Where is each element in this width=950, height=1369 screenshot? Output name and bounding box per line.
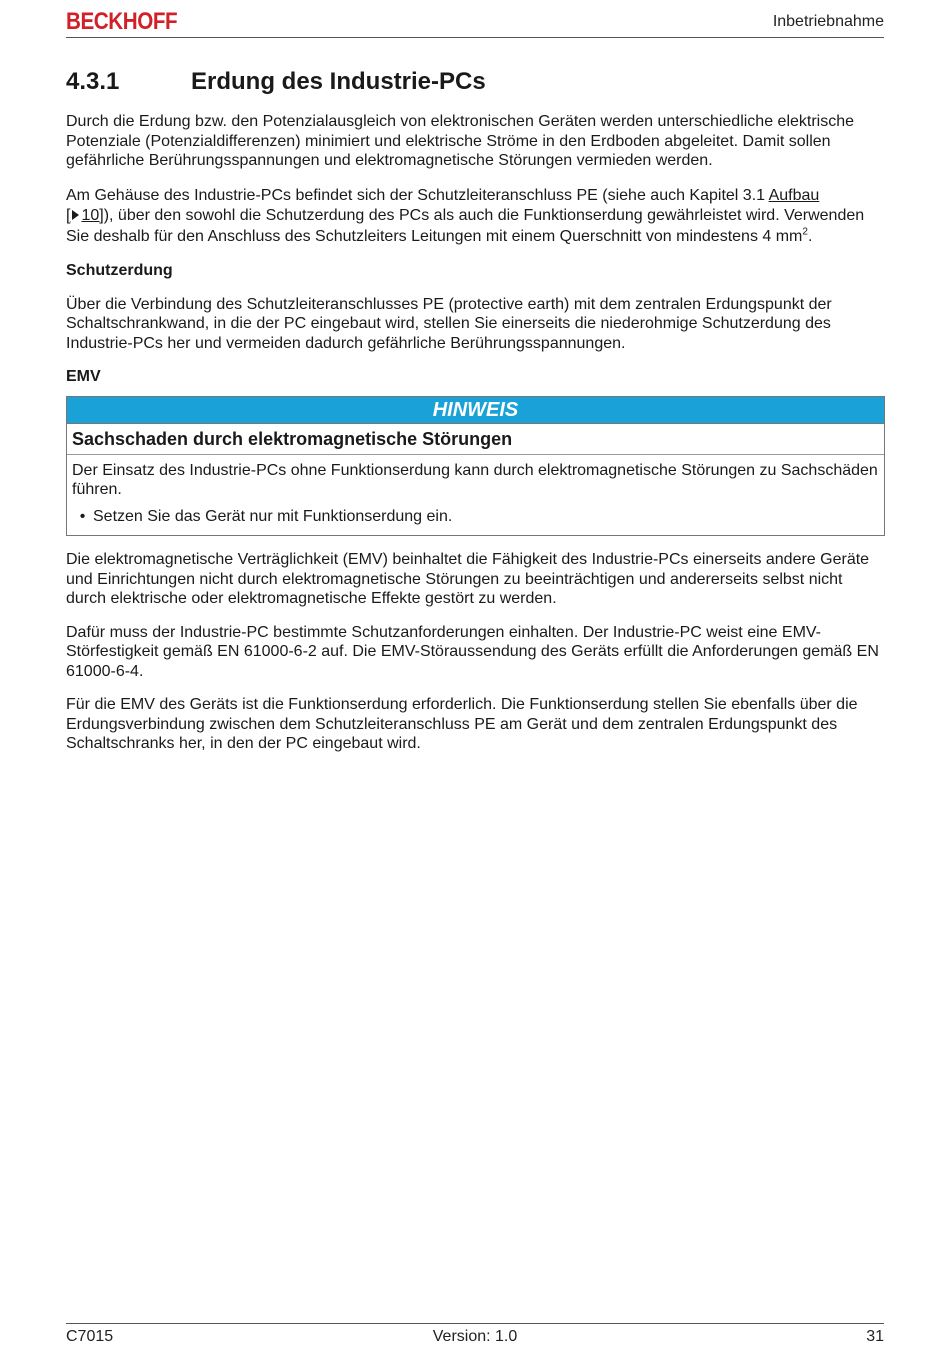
arrow-right-icon	[72, 210, 79, 220]
superscript-2: 2	[802, 226, 808, 238]
beckhoff-logo: BECKHOFF	[66, 8, 178, 35]
emv-paragraph-3: Für die EMV des Geräts ist die Funktionserdung erforderlich. Die Funktionserdung stellen Sie ebenfalls über die Erdungsverbindung zwischen dem Schutzleiteranschluss PE am Gerät und dem zentralen Erdungspunkt des Schaltschranks her, in den der PC eingebaut wird.	[66, 696, 858, 752]
notice-body	[67, 455, 884, 536]
housing-paragraph	[66, 186, 885, 248]
notice-bullet-text: Setzen Sie das Gerät nur mit Funktionserdung ein.	[93, 507, 453, 525]
schutzerdung-heading: Schutzerdung	[66, 262, 173, 279]
footer-version: Version: 1.0	[432, 1328, 518, 1345]
housing-text-part1: Am Gehäuse des Industrie-PCs befindet sich der Schutzleiteranschluss PE (siehe auch Kapitel 3.1	[66, 186, 769, 204]
housing-text-part2: ), über den sowohl die Schutzerdung des PCs als auch die Funktionserdung gewährleistet wird. Verwenden Sie deshalb für den Anschluss des Schutzleiters Leitungen mit einem Querschnitt von mindestens 4 mm	[66, 207, 865, 245]
bullet-icon: •	[79, 507, 86, 525]
header-section-label: Inbetriebnahme	[772, 13, 884, 30]
emv-paragraph-2: Dafür muss der Industrie-PC bestimmte Schutzanforderungen einhalten. Der Industrie-PC weist eine EMV-Störfestigkeit gemäß EN 61000-6-2 auf. Die EMV-Störaussendung des Geräts erfüllt die Anforderungen gemäß EN 61000-6-4.	[66, 623, 879, 680]
section-heading	[66, 66, 885, 98]
notice-box	[66, 396, 885, 537]
emv-paragraph-1: Die elektromagnetische Verträglichkeit (EMV) beinhaltet die Fähigkeit des Industrie-PCs einerseits andere Geräte und Einrichtungen nicht durch elektromagnetische Störungen zu beeinträchtigen und andererseits selbst nicht durch elektrische oder elektromagnetische Effekte gestört zu werden.	[66, 551, 870, 607]
housing-text-part3: .	[807, 227, 813, 245]
page-ref-number: 10]	[81, 207, 104, 224]
notice-body-text: Der Einsatz des Industrie-PCs ohne Funktionserdung kann durch elektromagnetische Störungen zu Sachschäden führen.	[72, 461, 878, 498]
section-title: Erdung des Industrie-PCs	[191, 68, 486, 95]
footer-model: C7015	[66, 1328, 114, 1345]
page-content	[66, 66, 885, 754]
footer-divider	[66, 1323, 884, 1324]
intro-paragraph: Durch die Erdung bzw. den Potenzialausgleich von elektronischen Geräten werden unterschiedliche elektrische Potenziale (Potenzialdifferenzen) minimiert und elektrische Ströme in den Erdboden abgeleitet. Damit sollen gefährliche Berührungsspannungen und elektromagnetische Störungen vermieden werden.	[66, 113, 855, 169]
emv-heading: EMV	[66, 368, 101, 385]
chapter-aufbau-link[interactable]: Aufbau	[768, 186, 820, 204]
notice-title: Sachschaden durch elektromagnetische Störungen	[72, 428, 513, 449]
page-ref-open: [	[66, 207, 71, 224]
footer-page-number: 31	[866, 1328, 884, 1345]
schutzerdung-paragraph: Über die Verbindung des Schutzleiteranschlusses PE (protective earth) mit dem zentralen Erdungspunkt der Schaltschrankwand, in die der PC eingebaut wird, stellen Sie einerseits die niederohmige Schutzerdung des Industrie-PCs her und vermeiden dadurch gefährliche Berührungsspannungen.	[66, 295, 832, 352]
header-divider	[66, 37, 884, 38]
page-reference-link[interactable]	[66, 207, 104, 224]
notice-label: HINWEIS	[67, 397, 884, 424]
section-number: 4.3.1	[66, 68, 120, 95]
notice-bullet-item	[72, 500, 879, 532]
